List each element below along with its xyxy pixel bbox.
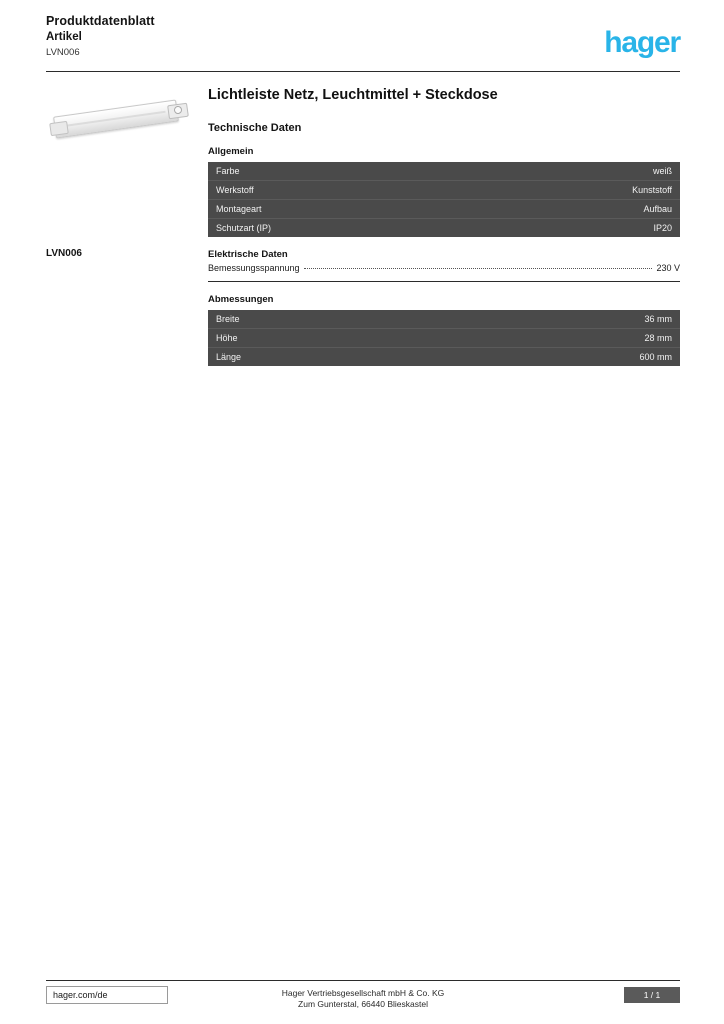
table-row	[208, 329, 680, 348]
spec-block	[208, 146, 680, 237]
spec-table	[208, 310, 680, 366]
document-reference: LVN006	[46, 47, 80, 58]
hager-logo: hager	[604, 26, 680, 59]
spec-label: Farbe	[216, 166, 240, 176]
table-row	[208, 261, 680, 275]
footer-page-number: 1 / 1	[624, 987, 680, 1003]
spec-value: Kunststoff	[632, 185, 672, 195]
product-image	[46, 86, 194, 156]
product-endcap-left-shape	[49, 121, 69, 136]
product-details-column	[208, 86, 680, 366]
footer-divider	[46, 980, 680, 981]
spec-block-title: Allgemein	[208, 146, 254, 157]
table-row	[208, 348, 680, 366]
spec-block-title: Abmessungen	[208, 294, 274, 305]
table-row	[208, 181, 680, 200]
footer-company-info	[46, 988, 680, 1009]
spec-value: 28 mm	[644, 333, 672, 343]
leader-line	[304, 268, 653, 269]
table-row	[208, 310, 680, 329]
spec-label: Bemessungsspannung	[208, 263, 300, 273]
footer-company-line1: Hager Vertriebsgesellschaft mbH & Co. KG	[281, 988, 445, 998]
document-footer	[46, 986, 680, 1008]
spec-label: Schutzart (IP)	[216, 223, 272, 233]
spec-value: 230 V	[656, 263, 680, 273]
table-row	[208, 200, 680, 219]
spec-label: Höhe	[216, 333, 238, 343]
spec-block	[208, 249, 680, 282]
spec-table	[208, 162, 680, 237]
document-header	[46, 14, 680, 70]
spec-value: 36 mm	[644, 314, 672, 324]
spec-block-title: Elektrische Daten	[208, 249, 288, 260]
product-media-column	[46, 86, 196, 259]
spec-label: Breite	[216, 314, 240, 324]
product-name: Lichtleiste Netz, Leuchtmittel + Steckdose	[208, 87, 498, 103]
spec-value: IP20	[653, 223, 672, 233]
document-title: Produktdatenblatt	[46, 14, 155, 28]
spec-block-divider	[208, 281, 680, 282]
spec-label: Werkstoff	[216, 185, 254, 195]
table-row	[208, 219, 680, 237]
spec-value: Aufbau	[643, 204, 672, 214]
product-code: LVN006	[46, 248, 82, 259]
technical-data-heading: Technische Daten	[208, 122, 302, 134]
footer-website-link[interactable]: hager.com/de	[46, 986, 168, 1004]
document-subtitle: Artikel	[46, 31, 82, 43]
footer-company-line2: Zum Gunterstal, 66440 Blieskastel	[298, 999, 428, 1009]
spec-value: weiß	[652, 166, 672, 176]
table-row	[208, 162, 680, 181]
header-divider	[46, 71, 680, 72]
spec-label: Montageart	[216, 204, 262, 214]
spec-block	[208, 294, 680, 366]
spec-value: 600 mm	[639, 352, 672, 362]
spec-label: Länge	[216, 352, 242, 362]
